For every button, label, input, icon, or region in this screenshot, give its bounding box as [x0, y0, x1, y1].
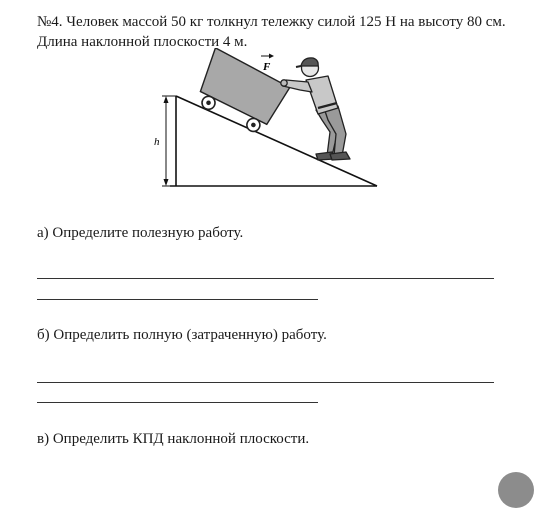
answer-line-b-2[interactable] [37, 402, 318, 403]
inclined-plane-figure [140, 48, 390, 193]
height-label: h [154, 136, 160, 148]
height-dimension [162, 96, 176, 186]
force-vector [261, 54, 274, 59]
man-pushing [281, 58, 350, 160]
question-c: в) Определить КПД наклонной плоскости. [37, 431, 310, 447]
answer-line-a-1[interactable] [37, 278, 494, 279]
question-a: а) Определите полезную работу. [37, 225, 244, 241]
answer-line-b-1[interactable] [37, 382, 494, 383]
corner-button[interactable] [498, 472, 534, 508]
answer-line-a-2[interactable] [37, 299, 318, 300]
problem-statement: №4. Человек массой 50 кг толкнул тележку силой 125 Н на высоту 80 см. Длина наклонной плоскости 4 м. [37, 14, 506, 50]
inclined-plane-diagram [140, 48, 390, 193]
question-b: б) Определить полную (затраченную) работу. [37, 327, 327, 343]
force-label: F [263, 61, 271, 73]
